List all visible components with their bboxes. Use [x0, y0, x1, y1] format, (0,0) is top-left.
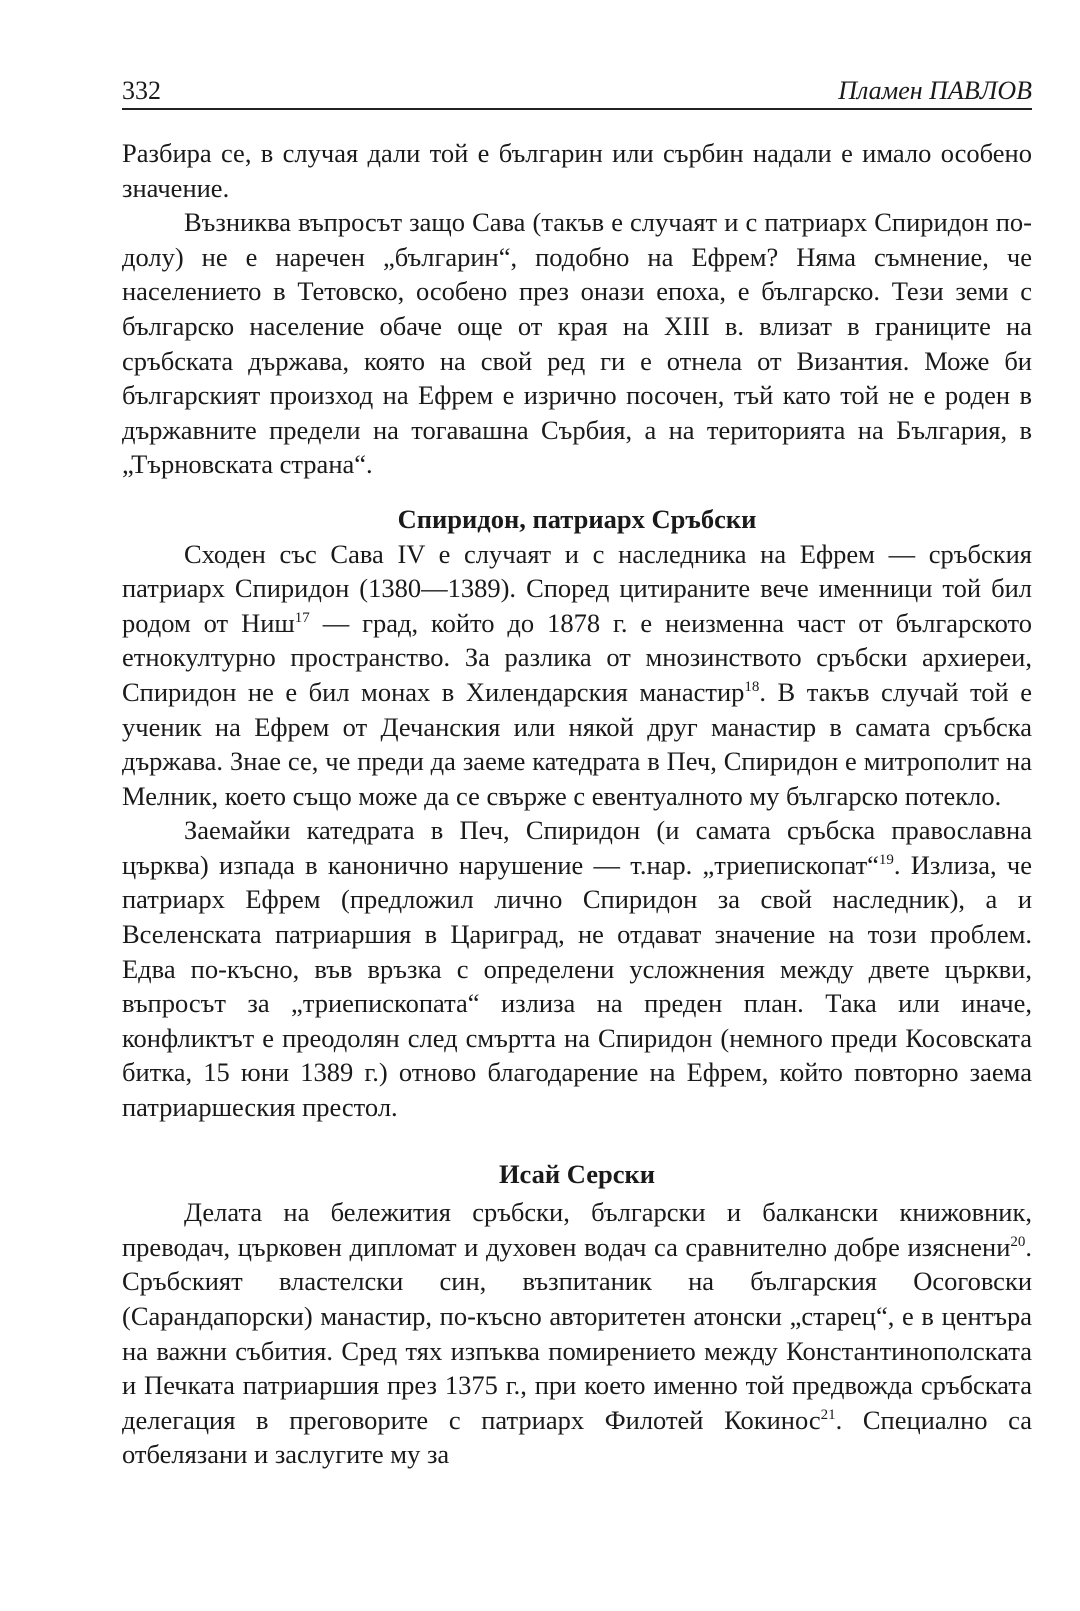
paragraph-4-text-b: . Излиза, че патриарх Ефрем (предложил лично Спиридон за свой наследник), а и Вселенската патриаршия в Цариград, не отдават значение на този проблем. Едва по-късно, във връзка с определени усложнения между двете църкви, въпросът за „триепископата“ излиза на преден план. Така или иначе, конфликтът е преодолян след смъртта на Спиридон (немного преди Косовската битка, 15 юни 1389 г.) отново благодарение на Ефрем, който повторно заема патриаршеския престол. — [122, 849, 1032, 1123]
paragraph-3-text-a: Сходен със Сава IV е случаят и с наследника на Ефрем — сръбския патриарх Спиридон (1380—1389). Според цитираните вече именници той бил родом от Ниш — [122, 538, 1032, 638]
paragraph-3-text-c: . В такъв случай той е ученик на Ефрем от Дечанския или някой друг манастир в самата сръбска държава. Знае се, че преди да заеме катедрата в Печ, Спиридон е митрополит на Мелник, което също може да се свърже с евентуалното му българско потекло. — [122, 676, 1032, 811]
section-heading-spiridon: Спиридон, патриарх Сръбски — [397, 503, 757, 534]
paragraph-5-text-b: . Сръбският властелски син, възпитаник на българския Осоговски (Сарандапорски) манастир, по-късно авторитетен атонски „старец“, е в центъра на важни събития. Сред тях изпъква помирението между Константинополската и Печката патриаршия през 1375 г., при което именно той предвожда сръбската делегация в преговорите с патриарх Филотей Кокинос — [122, 1231, 1032, 1435]
paragraph-3-text-b: — град, който до 1878 г. е неизменна част от българското етнокултурно пространство. За разлика от мнозинството сръбски архиереи, Спиридон не е бил монах в Хилендарския манастир — [122, 607, 1032, 707]
paragraph-3 — [122, 537, 1032, 814]
page-body — [122, 136, 1032, 1472]
page-number: 332 — [122, 76, 161, 105]
running-author: Пламен ПАВЛОВ — [838, 76, 1032, 105]
section-heading-isai: Исай Серски — [498, 1158, 656, 1189]
running-header — [122, 68, 1032, 110]
footnote-ref-20: 20 — [1010, 1233, 1026, 1250]
paragraph-5-text-c: . Специално са отбелязани и заслугите му за — [122, 1404, 1032, 1470]
paragraph-5-text-a: Делата на бележития сръбски, български и балкански книжовник, преводач, църковен дипломат и духовен водач са сравнително добре изяснени — [122, 1197, 1032, 1262]
footnote-ref-21: 21 — [820, 1406, 836, 1423]
paragraph-2: Възниква въпросът защо Сава (такъв е случаят и с патриарх Спиридон по-долу) не е наречен „българин“, подобно на Ефрем? Няма съмнение, че населението в Тетовско, особено през онази епоха, е българско. Тези земи с българско население обаче още от края на XIII в. влизат в границите на сръбската държава, която на свой ред ги е отнела от Византия. Може би българският произход на Ефрем е изрично посочен, тъй като той не е роден в държавните предели на тогавашна Сърбия, а на територията на България, в „Търновската страна“. — [122, 207, 1032, 480]
footnote-ref-19: 19 — [878, 851, 894, 868]
paragraph-5 — [122, 1195, 1032, 1472]
paragraph-4 — [122, 813, 1032, 1124]
footnote-ref-17: 17 — [294, 609, 310, 626]
paragraph-4-text-a: Заемайки катедрата в Печ, Спиридон (и самата сръбска православна църква) изпада в канонично нарушение — т.нар. „триепископат“ — [122, 815, 1032, 880]
footnote-ref-18: 18 — [744, 678, 760, 695]
paragraph-1: Разбира се, в случая дали той е българин или сърбин надали е имало особено значение. — [122, 138, 1032, 203]
